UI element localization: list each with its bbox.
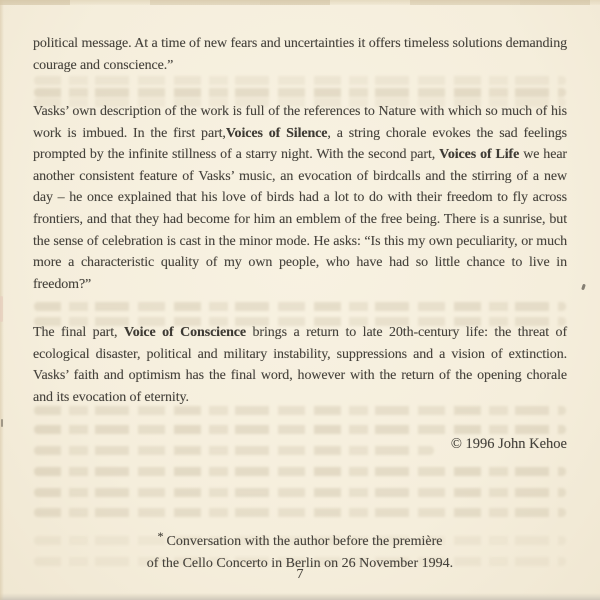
scan-bottom-edge xyxy=(0,593,600,600)
body-text-segment: , a string chorale evokes the sad feelings prompted by the infinite stillness of a starry night. With the second part, xyxy=(33,125,567,163)
work-title-bold: Voices of Silence xyxy=(225,125,328,141)
paragraph-final-part xyxy=(33,322,567,408)
bleedthrough-text-line xyxy=(34,508,566,517)
body-text-segment: brings a return to late 20th-century life: the threat of ecological disaster, political and military instability, suppressions and a vision of extinction. Vasks’ faith and optimism has the final word, however with the return of the opening chorale and its evocation of eternity. xyxy=(33,325,567,405)
bleedthrough-text-line xyxy=(34,425,566,434)
bleedthrough-text-line xyxy=(34,302,566,311)
body-text-segment: Vasks’ own description of the work is full of the references to Nature with which so much of his work is imbued. In the first part, xyxy=(33,104,567,141)
footnote-line1: Conversation with the author before the première xyxy=(166,534,443,549)
paragraph-vasks-description xyxy=(33,101,567,295)
body-text-segment: The final part, xyxy=(33,325,124,340)
body-text-segment: we hear another consistent feature of Vasks’ music, an evocation of birdcalls and the stirring of a new day – he once explained that his love of birds had a lot to do with their freedom to fly across frontiers, and that they had become for him an emblem of the free being. There is a sunrise, but the sense of celebration is cast in the minor mode. He asks: “Is this my own peculiarity, or much more a characteristic quality of my own people, who have had so little chance to live in freedom?” xyxy=(33,147,567,292)
scan-right-speck xyxy=(581,284,586,291)
bleedthrough-text-line xyxy=(34,488,566,497)
bleedthrough-text-line xyxy=(34,467,566,476)
work-title-bold: Voices of Life xyxy=(439,147,520,163)
copyright-credit: © 1996 John Kehoe xyxy=(450,436,567,452)
scan-left-smudge xyxy=(0,296,3,322)
work-title-bold: Voice of Conscience xyxy=(123,325,246,340)
page-number: 7 xyxy=(296,567,304,582)
body-text-segment: political message. At a time of new fears and uncertainties it offers timeless solutions demanding courage and conscience.” xyxy=(33,36,567,73)
scan-top-edge xyxy=(0,0,600,5)
paragraph-political-message xyxy=(33,33,567,76)
bleedthrough-text-line xyxy=(34,88,566,97)
footnote-line2: of the Cello Concerto in Berlin on 26 November 1994. xyxy=(146,556,454,571)
scan-left-mark xyxy=(1,419,3,427)
footnote-asterisk: * xyxy=(157,529,164,543)
bleedthrough-text-line xyxy=(34,76,566,85)
